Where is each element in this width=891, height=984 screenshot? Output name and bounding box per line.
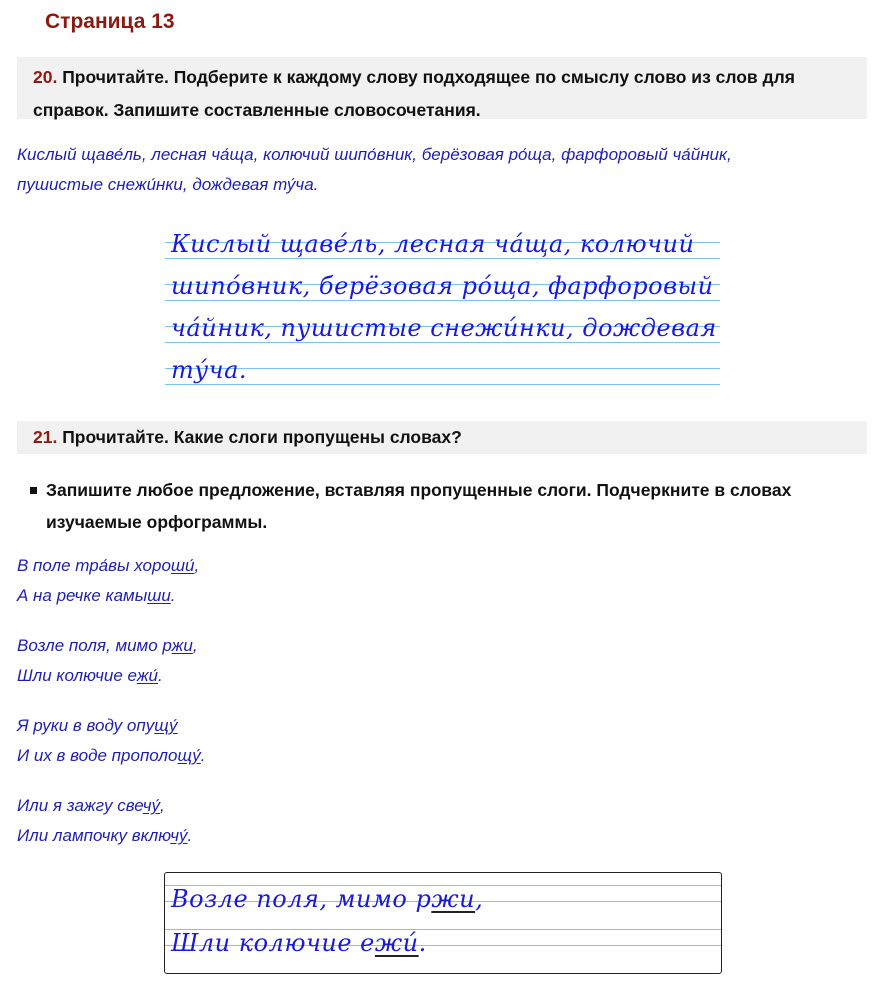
poem-line: В поле тра́вы хороши́, — [17, 556, 200, 575]
task-20-box — [17, 57, 867, 119]
task-20-number: 20. — [33, 67, 58, 87]
task-21-bullet-text: Запишите любое предложение, вставляя пропущенные слоги. Подчеркните в словах изучаемые орфограммы. — [46, 480, 792, 532]
task-21-handwriting — [164, 872, 722, 974]
handwriting-line: Кислый щаве́ль, лесная ча́ща, колючий — [171, 230, 695, 258]
task-20-handwriting — [165, 232, 720, 388]
poem-line: А на речке камыши. — [17, 586, 176, 605]
poem-line: И их в воде прополощу́. — [17, 746, 206, 765]
handwriting-line: Возле поля, мимо ржи, — [171, 885, 484, 913]
task-20-answer-line-2: пушистые снежи́нки, дождевая ту́ча. — [17, 175, 319, 194]
bullet-icon — [30, 487, 37, 494]
handwriting-line: шипо́вник, берёзовая ро́ща, фарфоровый — [171, 272, 714, 300]
page-title: Страница 13 — [45, 10, 175, 33]
task-20-text: Прочитайте. Подберите к каждому слову подходящее по смыслу слово из слов для справок. Запишите составленные словосочетания. — [33, 67, 795, 120]
poem-line: Или я зажгу свечу́, — [17, 796, 165, 815]
task-20-answer-line-1: Кислый щаве́ль, лесная ча́ща, колючий шипо́вник, берёзовая ро́ща, фарфоровый ча́йник, — [17, 145, 732, 164]
handwriting-line: ту́ча. — [171, 356, 248, 384]
task-21-text: Прочитайте. Какие слоги пропущены словах? — [62, 427, 462, 447]
poem-line: Или лампочку включу́. — [17, 826, 193, 845]
poem-line: Я руки в воду опущу́ — [17, 716, 178, 735]
task-21-number: 21. — [33, 427, 58, 447]
task-21-bullet — [30, 474, 870, 538]
poem-line: Возле поля, мимо ржи, — [17, 636, 198, 655]
poem-line: Шли колючие ежи́. — [17, 666, 163, 685]
handwriting-line: ча́йник, пушистые снежи́нки, дождевая — [171, 314, 717, 342]
task-21-box — [17, 421, 867, 454]
handwriting-line: Шли колючие ежи́. — [171, 929, 427, 957]
